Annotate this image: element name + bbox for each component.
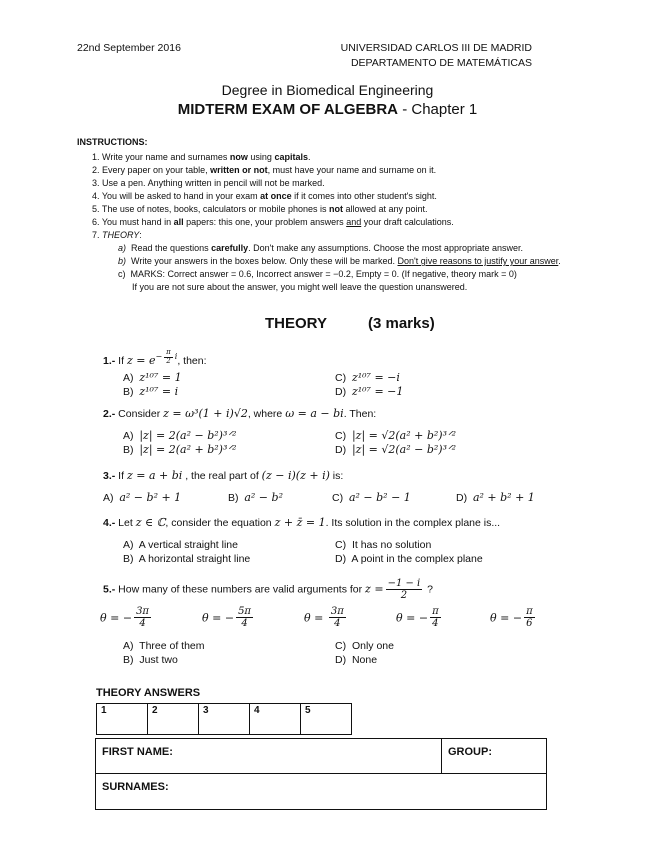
q2-option-d[interactable]: D) |z| = √2(a² − b²)³ᐟ² <box>335 443 457 456</box>
instruction-item: 1. Write your name and surnames now using capitals. <box>92 152 311 162</box>
q5-option-c[interactable]: C) Only one <box>335 640 394 652</box>
q5-theta-5: θ = − $\frac{\pi}{6}$ <box>490 606 533 629</box>
exam-date: 22nd September 2016 <box>77 42 181 54</box>
instruction-subitem: c) MARKS: Correct answer = 0.6, Incorrect answer = −0.2, Empty = 0. (If negative, theory mark = 0) <box>118 269 517 279</box>
q2-option-c[interactable]: C) |z| = √2(a² + b²)³ᐟ² <box>335 429 457 442</box>
question-5: 5.- How many of these numbers are valid arguments for z = $\frac{-1 - i}{2}$ ? <box>103 578 434 601</box>
q4-option-a[interactable]: A) A vertical straight line <box>123 539 238 551</box>
q5-theta-3: θ = $\frac{3\pi}{4}$ <box>304 606 344 629</box>
instructions-heading: INSTRUCTIONS: <box>77 137 148 147</box>
q1-option-a[interactable]: A) z¹⁰⁷ = 1 <box>123 371 182 384</box>
q4-option-c[interactable]: C) It has no solution <box>335 539 432 551</box>
q1-option-d[interactable]: D) z¹⁰⁷ = −1 <box>335 385 404 398</box>
theory-marks: (3 marks) <box>368 315 435 332</box>
q5-option-a[interactable]: A) Three of them <box>123 640 205 652</box>
answers-table <box>96 703 352 735</box>
department-name: DEPARTAMENTO DE MATEMÁTICAS <box>350 57 532 69</box>
id-box-vertical-divider <box>441 739 442 773</box>
question-1: 1.- If $z = e^{- \frac{\pi}{2} i}$, then: <box>103 348 207 367</box>
instructions-list <box>92 151 454 242</box>
instruction-subitem: a) Read the questions carefully. Don't make any assumptions. Choose the most appropriate answer. <box>118 243 523 253</box>
answers-heading: THEORY ANSWERS <box>96 687 201 699</box>
q1-equation: $z = e^{- \frac{\pi}{2} i}$ <box>126 348 178 367</box>
answer-cell-1[interactable]: 1 <box>97 704 148 735</box>
q3-option-d[interactable]: D) a² + b² + 1 <box>456 491 535 504</box>
q3-option-c[interactable]: C) a² − b² − 1 <box>332 491 411 504</box>
question-2: 2.- Consider z = ω³(1 + i)√2, where ω = a − bi. Then: <box>103 407 377 420</box>
q1-option-c[interactable]: C) z¹⁰⁷ = −i <box>335 371 400 384</box>
q4-option-b[interactable]: B) A horizontal straight line <box>123 553 251 565</box>
answer-cell-2[interactable]: 2 <box>148 704 199 735</box>
q1-option-b[interactable]: B) z¹⁰⁷ = i <box>123 385 179 398</box>
exam-title <box>0 101 655 118</box>
first-name-field[interactable]: FIRST NAME: <box>102 746 173 758</box>
exam-title-chapter: - Chapter 1 <box>398 101 478 118</box>
instruction-item: 3. Use a pen. Anything written in pencil will not be marked. <box>92 178 325 188</box>
q4-option-d[interactable]: D) A point in the complex plane <box>335 553 483 565</box>
student-id-box <box>95 738 547 810</box>
q5-option-d[interactable]: D) None <box>335 654 378 666</box>
answer-cell-5[interactable]: 5 <box>301 704 352 735</box>
surnames-field[interactable]: SURNAMES: <box>102 781 169 793</box>
answer-cell-3[interactable]: 3 <box>199 704 250 735</box>
q2-option-b[interactable]: B) |z| = 2(a² + b²)³ᐟ² <box>123 443 237 456</box>
q5-theta-4: θ = − $\frac{\pi}{4}$ <box>396 606 439 629</box>
instruction-item: 7. THEORY: <box>92 230 142 240</box>
q5-theta-2: θ = − $\frac{5\pi}{4}$ <box>202 606 251 629</box>
answer-cell-4[interactable]: 4 <box>250 704 301 735</box>
group-field[interactable]: GROUP: <box>448 746 492 758</box>
q2-option-a[interactable]: A) |z| = 2(a² − b²)³ᐟ² <box>123 429 237 442</box>
q3-option-b[interactable]: B) a² − b² <box>228 491 283 504</box>
exam-title-main: MIDTERM EXAM OF ALGEBRA <box>177 101 399 118</box>
q5-fraction: $\frac{-1 - i}{2}$ <box>387 578 421 601</box>
instruction-item: 4. You will be asked to hand in your exam at once if it comes into other student's sight. <box>92 191 437 201</box>
id-box-divider <box>96 773 546 774</box>
question-3: 3.- If z = a + bi , the real part of (z − i)(z + i) is: <box>103 469 344 482</box>
q5-theta-1: θ = − $\frac{3\pi}{4}$ <box>100 606 149 629</box>
instruction-subitem: b) Write your answers in the boxes below. Only these will be marked. Don't give reasons to justify your answer. <box>118 256 561 266</box>
university-name: UNIVERSIDAD CARLOS III DE MADRID <box>340 42 532 54</box>
question-4: 4.- Let z ∈ ℂ, consider the equation z + z̄ = 1. Its solution in the complex plane is... <box>103 516 501 529</box>
instruction-item: 6. You must hand in all papers: this one, your problem answers and your draft calculations. <box>92 217 454 227</box>
theory-heading: THEORY <box>265 315 327 332</box>
q5-option-b[interactable]: B) Just two <box>123 654 178 666</box>
q3-option-a[interactable]: A) a² − b² + 1 <box>103 491 182 504</box>
instruction-item: 5. The use of notes, books, calculators or mobile phones is not allowed at any point. <box>92 204 428 214</box>
degree-title: Degree in Biomedical Engineering <box>221 82 434 98</box>
theory-instructions <box>118 242 561 294</box>
instruction-item: 2. Every paper on your table, written or not, must have your name and surname on it. <box>92 165 437 175</box>
instruction-subitem-note: If you are not sure about the answer, you might well leave the question unanswered. <box>132 282 468 292</box>
